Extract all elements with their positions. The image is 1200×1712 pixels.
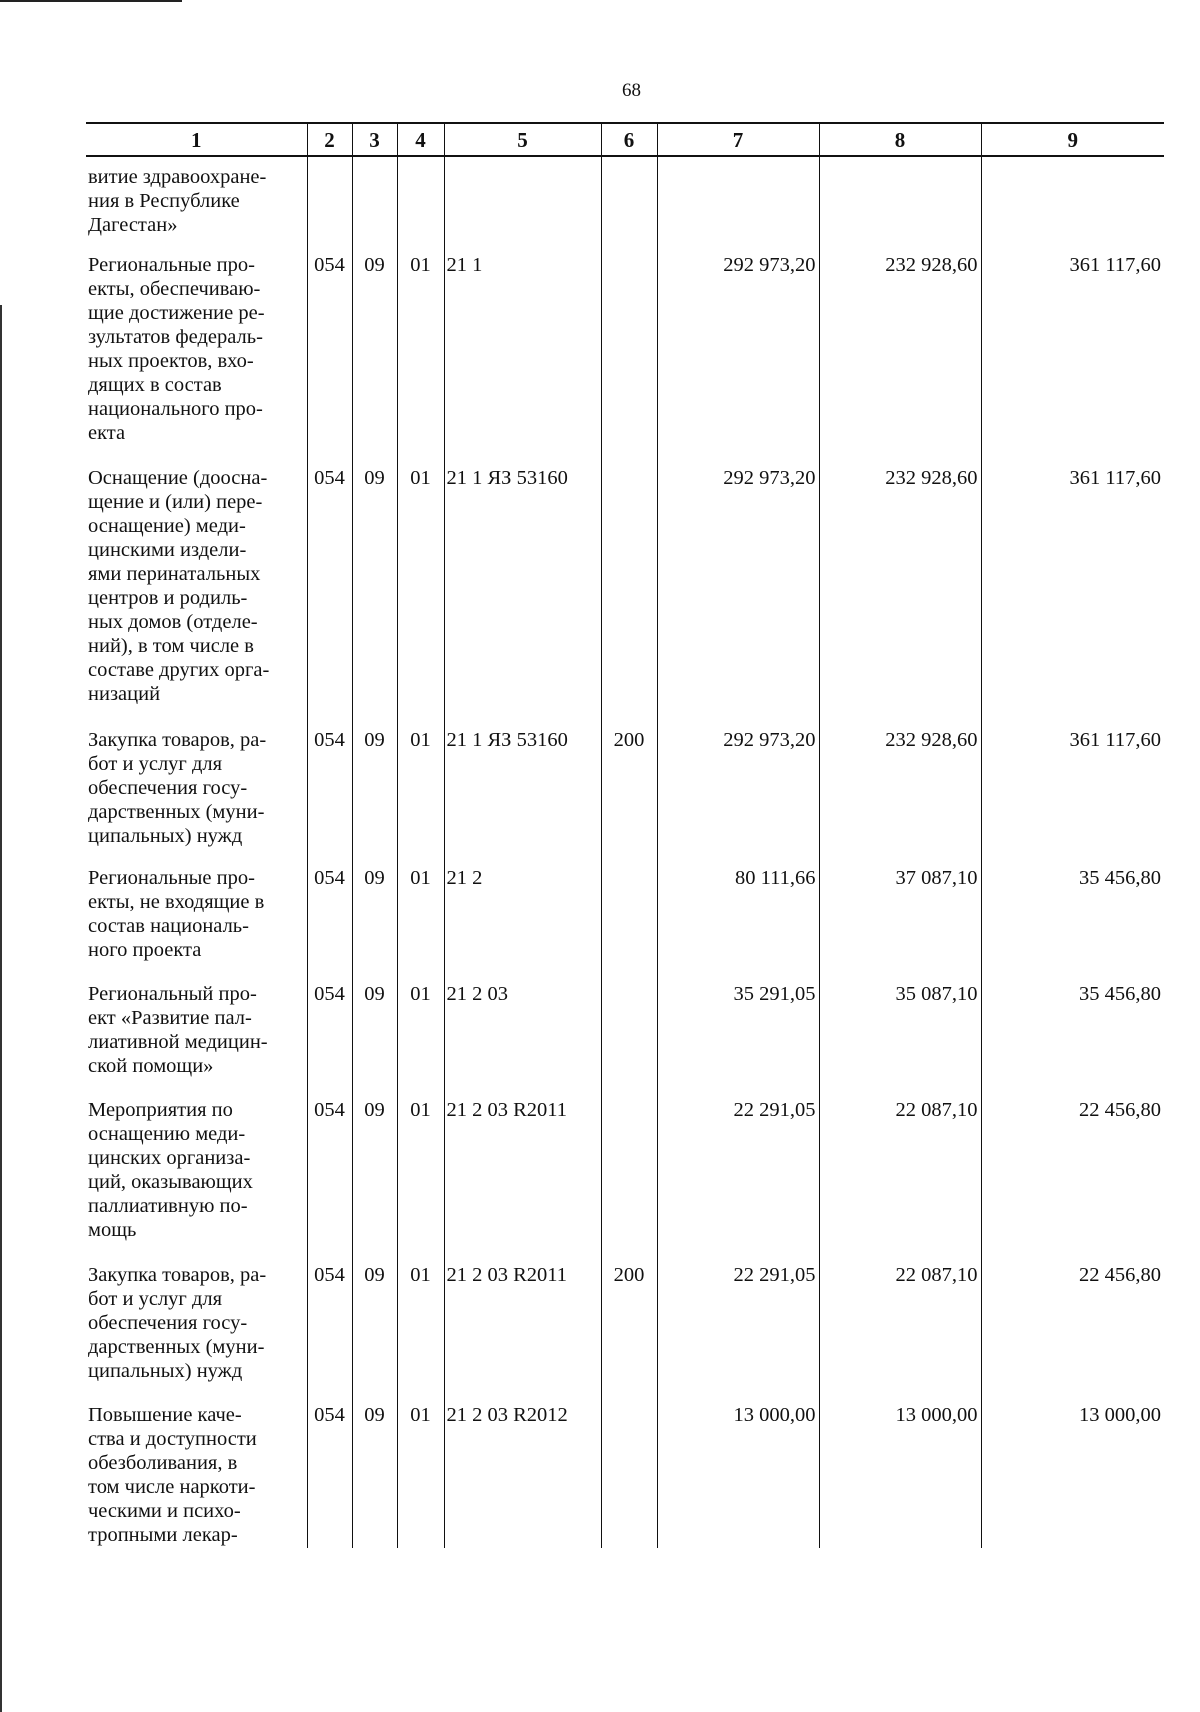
description-line: екта: [88, 422, 126, 444]
description-line: том числе наркоти-: [88, 1476, 256, 1498]
description-line: щение и (или) пере-: [88, 491, 263, 513]
cell-subsection-code: 01: [397, 982, 444, 1098]
description-line: цинскими издели-: [88, 539, 247, 561]
cell-subsection-code: 01: [397, 728, 444, 866]
cell-description: [86, 728, 307, 866]
cell-amount-year2: 22 087,10: [819, 1098, 981, 1263]
table-row: [86, 866, 1164, 982]
col-header-3: 3: [352, 123, 397, 156]
cell-section-code: 09: [352, 1263, 397, 1403]
cell-description: [86, 1098, 307, 1263]
description-line: ципальных) нужд: [88, 1360, 243, 1382]
cell-target-article: 21 2 03 R2011: [444, 1263, 601, 1403]
description-line: обеспечения госу-: [88, 777, 248, 799]
description-line: ект «Развитие пал-: [88, 1007, 252, 1029]
description-line: обезболивания, в: [88, 1452, 238, 1474]
description-line: состав националь-: [88, 915, 249, 937]
cell-target-article: 21 2 03 R2012: [444, 1403, 601, 1548]
cell-amount-year3: 361 117,60: [981, 728, 1164, 866]
description-line: бот и услуг для: [88, 1288, 223, 1310]
col-header-5: 5: [444, 123, 601, 156]
col-header-2: 2: [307, 123, 352, 156]
description-line: ний), в том числе в: [88, 635, 254, 657]
cell-amount-year1: 35 291,05: [657, 982, 819, 1098]
cell-section-code: 09: [352, 253, 397, 466]
table-row: [86, 1403, 1164, 1548]
table-row: [86, 1098, 1164, 1263]
description-line: цинских организа-: [88, 1147, 251, 1169]
cell-section-code: 09: [352, 466, 397, 728]
description-line: Региональные про-: [88, 867, 255, 889]
cell-target-article: 21 1: [444, 253, 601, 466]
cell-expense-type: [601, 982, 657, 1098]
col-header-4: 4: [397, 123, 444, 156]
cell-description: [86, 982, 307, 1098]
cell-ministry-code: 054: [307, 982, 352, 1098]
cell-description: [86, 866, 307, 982]
cell-amount-year2: 232 928,60: [819, 466, 981, 728]
cell-amount-year3: 22 456,80: [981, 1098, 1164, 1263]
table-row: [86, 466, 1164, 728]
cell-subsection-code: 01: [397, 253, 444, 466]
description-line: обеспечения госу-: [88, 1312, 248, 1334]
description-line: екты, не входящие в: [88, 891, 265, 913]
description-line: Дагестан»: [88, 214, 178, 236]
cell-subsection-code: 01: [397, 1263, 444, 1403]
cell-amount-year1: 22 291,05: [657, 1098, 819, 1263]
cell-target-article: 21 1 ЯЗ 53160: [444, 728, 601, 866]
description-line: низаций: [88, 683, 161, 705]
cell-expense-type: [601, 156, 657, 253]
description-line: составе других орга-: [88, 659, 270, 681]
description-line: дарственных (муни-: [88, 801, 265, 823]
description-line: екты, обеспечиваю-: [88, 278, 261, 300]
cell-amount-year2: 22 087,10: [819, 1263, 981, 1403]
cell-subsection-code: 01: [397, 1098, 444, 1263]
cell-expense-type: 200: [601, 728, 657, 866]
description-line: Мероприятия по: [88, 1099, 233, 1121]
cell-amount-year3: 35 456,80: [981, 866, 1164, 982]
cell-amount-year2: [819, 156, 981, 253]
scan-edge-line: [0, 305, 2, 1712]
description-line: национального про-: [88, 398, 263, 420]
cell-subsection-code: 01: [397, 1403, 444, 1548]
cell-section-code: 09: [352, 1403, 397, 1548]
description-line: бот и услуг для: [88, 753, 223, 775]
cell-amount-year3: [981, 156, 1164, 253]
cell-ministry-code: 054: [307, 1403, 352, 1548]
description-line: ципальных) нужд: [88, 825, 243, 847]
cell-expense-type: [601, 1098, 657, 1263]
cell-subsection-code: [397, 156, 444, 253]
cell-subsection-code: 01: [397, 866, 444, 982]
cell-expense-type: [601, 1403, 657, 1548]
cell-ministry-code: 054: [307, 728, 352, 866]
col-header-9: 9: [981, 123, 1164, 156]
cell-amount-year1: 292 973,20: [657, 253, 819, 466]
cell-ministry-code: 054: [307, 1263, 352, 1403]
col-header-6: 6: [601, 123, 657, 156]
cell-amount-year1: 80 111,66: [657, 866, 819, 982]
cell-expense-type: [601, 466, 657, 728]
description-line: ства и доступности: [88, 1428, 257, 1450]
table-row: [86, 156, 1164, 253]
cell-target-article: 21 2: [444, 866, 601, 982]
description-line: ской помощи»: [88, 1055, 214, 1077]
cell-subsection-code: 01: [397, 466, 444, 728]
col-header-8: 8: [819, 123, 981, 156]
description-line: мощь: [88, 1219, 137, 1241]
top-rule: [0, 0, 182, 2]
description-line: центров и родиль-: [88, 587, 248, 609]
table-row: [86, 1263, 1164, 1403]
page-number: 68: [622, 80, 641, 101]
cell-description: [86, 156, 307, 253]
table-row: [86, 253, 1164, 466]
cell-amount-year2: 232 928,60: [819, 253, 981, 466]
cell-amount-year3: 361 117,60: [981, 466, 1164, 728]
description-line: Оснащение (доосна-: [88, 467, 268, 489]
cell-description: [86, 466, 307, 728]
description-line: оснащение) меди-: [88, 515, 246, 537]
description-line: ных проектов, вхо-: [88, 350, 254, 372]
description-line: Региональный про-: [88, 983, 257, 1005]
cell-ministry-code: 054: [307, 253, 352, 466]
cell-target-article: 21 2 03: [444, 982, 601, 1098]
cell-amount-year3: 22 456,80: [981, 1263, 1164, 1403]
table-row: [86, 728, 1164, 866]
cell-ministry-code: 054: [307, 1098, 352, 1263]
cell-amount-year2: 37 087,10: [819, 866, 981, 982]
cell-ministry-code: [307, 156, 352, 253]
cell-amount-year3: 361 117,60: [981, 253, 1164, 466]
cell-section-code: 09: [352, 866, 397, 982]
cell-amount-year1: 292 973,20: [657, 466, 819, 728]
description-line: ного проекта: [88, 939, 202, 961]
cell-amount-year1: [657, 156, 819, 253]
cell-target-article: 21 1 ЯЗ 53160: [444, 466, 601, 728]
description-line: ния в Республике: [88, 190, 240, 212]
cell-amount-year3: 13 000,00: [981, 1403, 1164, 1548]
budget-table: [86, 122, 1164, 1548]
header-row: [86, 123, 1164, 156]
cell-expense-type: [601, 866, 657, 982]
cell-ministry-code: 054: [307, 466, 352, 728]
col-header-7: 7: [657, 123, 819, 156]
table-body: [86, 156, 1164, 1548]
description-line: тропными лекар-: [88, 1524, 238, 1546]
col-header-1: 1: [86, 123, 307, 156]
table-row: [86, 982, 1164, 1098]
cell-description: [86, 253, 307, 466]
cell-ministry-code: 054: [307, 866, 352, 982]
cell-amount-year2: 232 928,60: [819, 728, 981, 866]
cell-amount-year1: 13 000,00: [657, 1403, 819, 1548]
cell-amount-year2: 13 000,00: [819, 1403, 981, 1548]
description-line: лиативной медицин-: [88, 1031, 268, 1053]
cell-amount-year1: 292 973,20: [657, 728, 819, 866]
description-line: Закупка товаров, ра-: [88, 1264, 267, 1286]
description-line: ческими и психо-: [88, 1500, 241, 1522]
cell-amount-year3: 35 456,80: [981, 982, 1164, 1098]
description-line: ями перинатальных: [88, 563, 261, 585]
cell-target-article: [444, 156, 601, 253]
cell-expense-type: 200: [601, 1263, 657, 1403]
cell-amount-year2: 35 087,10: [819, 982, 981, 1098]
cell-target-article: 21 2 03 R2011: [444, 1098, 601, 1263]
description-line: ных домов (отделе-: [88, 611, 258, 633]
description-line: зультатов федераль-: [88, 326, 263, 348]
cell-description: [86, 1263, 307, 1403]
description-line: ций, оказывающих: [88, 1171, 253, 1193]
cell-expense-type: [601, 253, 657, 466]
cell-section-code: [352, 156, 397, 253]
cell-description: [86, 1403, 307, 1548]
description-line: дарственных (муни-: [88, 1336, 265, 1358]
description-line: паллиативную по-: [88, 1195, 248, 1217]
cell-section-code: 09: [352, 1098, 397, 1263]
description-line: дящих в состав: [88, 374, 222, 396]
description-line: Повышение каче-: [88, 1404, 242, 1426]
cell-section-code: 09: [352, 982, 397, 1098]
cell-amount-year1: 22 291,05: [657, 1263, 819, 1403]
description-line: витие здравоохране-: [88, 166, 267, 188]
description-line: оснащению меди-: [88, 1123, 246, 1145]
description-line: Региональные про-: [88, 254, 255, 276]
cell-section-code: 09: [352, 728, 397, 866]
description-line: щие достижение ре-: [88, 302, 265, 324]
description-line: Закупка товаров, ра-: [88, 729, 267, 751]
